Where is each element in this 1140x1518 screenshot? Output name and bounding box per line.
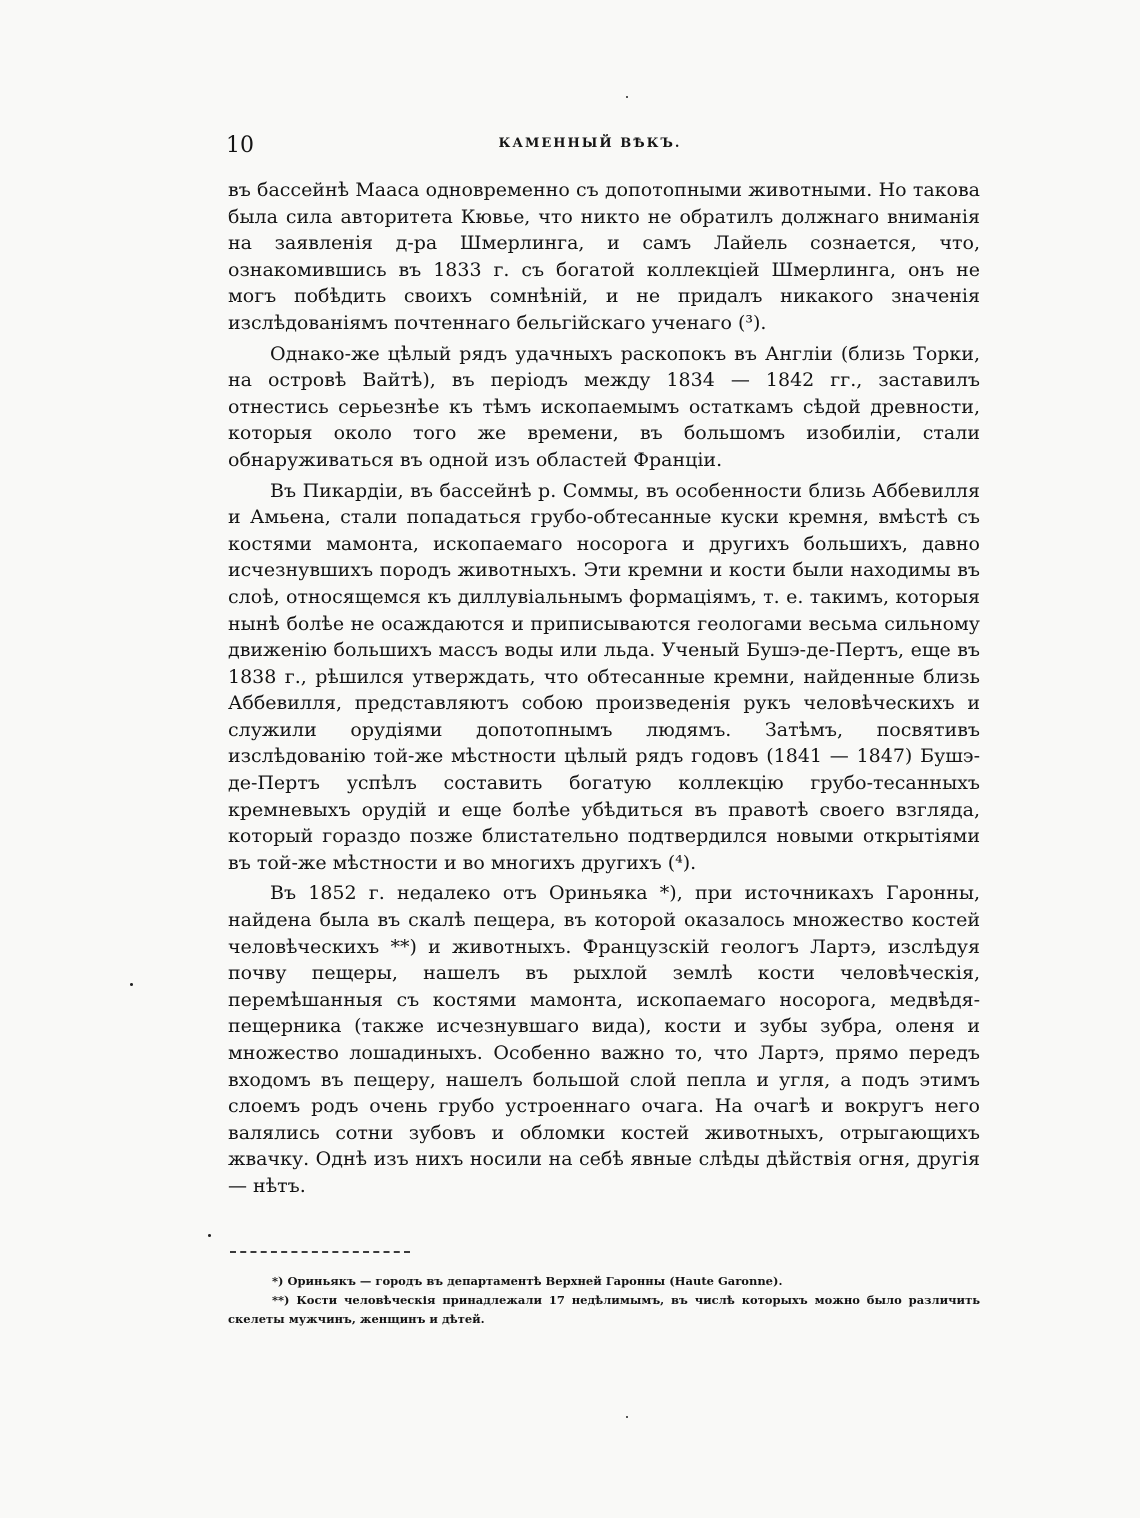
- paragraph-4: Въ 1852 г. недалеко отъ Ориньяка *), при источникахъ Гаронны, найдена была въ скалѣ пещера, въ которой оказалось множество костей человѣческихъ **) и животныхъ. Французскій геологъ Лартэ, изслѣдуя почву пещеры, нашелъ въ рыхлой землѣ кости человѣческія, перемѣшанныя съ костями мамонта, ископаемаго носорога, медвѣдя-пещерника (также исчезнувшаго вида), кости и зубы зубра, оленя и множество лошадиныхъ. Особенно важно то, что Лартэ, прямо передъ входомъ въ пещеру, нашелъ большой слой пепла и угля, а подъ этимъ слоемъ родъ очень грубо устроеннаго очага. На очагѣ и вокругъ него валялись сотни зубовъ и обломки костей животныхъ, отрыгающихъ жвачку. Однѣ изъ нихъ носили на себѣ явные слѣды дѣйствія огня, другія — нѣтъ.: [228, 882, 980, 1197]
- scan-speck: [626, 1416, 628, 1418]
- body-text: [228, 177, 980, 1200]
- footnote-2: **) Кости человѣческія принадлежали 17 недѣлимымъ, въ числѣ которыхъ можно было различить скелеты мужчинъ, женщинъ и дѣтей.: [228, 1293, 980, 1326]
- scan-speck: [208, 1234, 211, 1237]
- scan-speck: [626, 96, 628, 98]
- paragraph-1: въ бассейнѣ Мааса одновременно съ допотопными животными. Но такова была сила авторитета Кювье, что никто не обратилъ должнаго вниманія на заявленія д-ра Шмерлинга, и самъ Лайель сознается, что, ознакомившись въ 1833 г. съ богатой коллекціей Шмерлинга, онъ не могъ побѣдить своихъ сомнѣній, и не придалъ никакого значенія изслѣдованіямъ почтеннаго бельгійскаго ученаго (³).: [228, 179, 980, 334]
- page-number: 10: [226, 133, 254, 158]
- footnote-1: *) Ориньякъ — городъ въ департаментѣ Верхней Гаронны (Haute Garonne).: [272, 1274, 783, 1288]
- footnotes: [228, 1272, 980, 1329]
- paragraph-3: Въ Пикардіи, въ бассейнѣ р. Соммы, въ особенности близь Аббевилля и Амьена, стали попадаться грубо-обтесанные куски кремня, вмѣстѣ съ костями мамонта, ископаемаго носорога и другихъ большихъ, давно исчезнувшихъ породъ животныхъ. Эти кремни и кости были находимы въ слоѣ, относящемся къ диллувіальнымъ формаціямъ, т. е. такимъ, которыя нынѣ болѣе не осаждаются и приписываются геологами весьма сильному движенію большихъ массъ воды или льда. Ученый Бушэ-де-Пертъ, еще въ 1838 г., рѣшился утверждать, что обтесанные кремни, найденные близь Аббевилля, представляютъ собою произведенія рукъ человѣческихъ и служили орудіями допотопнымъ людямъ. Затѣмъ, посвятивъ изслѣдованію той-же мѣстности цѣлый рядъ годовъ (1841 — 1847) Бушэ-де-Пертъ успѣлъ составить богатую коллекцію грубо-тесанныхъ кремневыхъ орудій и еще болѣе убѣдиться въ правотѣ своего взгляда, который гораздо позже блистательно подтвердился новыми открытіями въ той-же мѣстности и во многихъ другихъ (⁴).: [228, 479, 980, 874]
- scan-speck: [130, 983, 133, 986]
- footnote-separator: [230, 1251, 410, 1253]
- running-title: КАМЕННЫЙ ВѢКЪ.: [498, 136, 682, 151]
- paragraph-2: Однако-же цѣлый рядъ удачныхъ раскопокъ въ Англіи (близь Торки, на островѣ Вайтѣ), въ періодъ между 1834 — 1842 гг., заставилъ отнестись серьезнѣе къ тѣмъ ископаемымъ остаткамъ сѣдой древности, которыя около того же времени, въ большомъ изобиліи, стали обнаруживаться въ одной изъ областей Франціи.: [228, 342, 980, 471]
